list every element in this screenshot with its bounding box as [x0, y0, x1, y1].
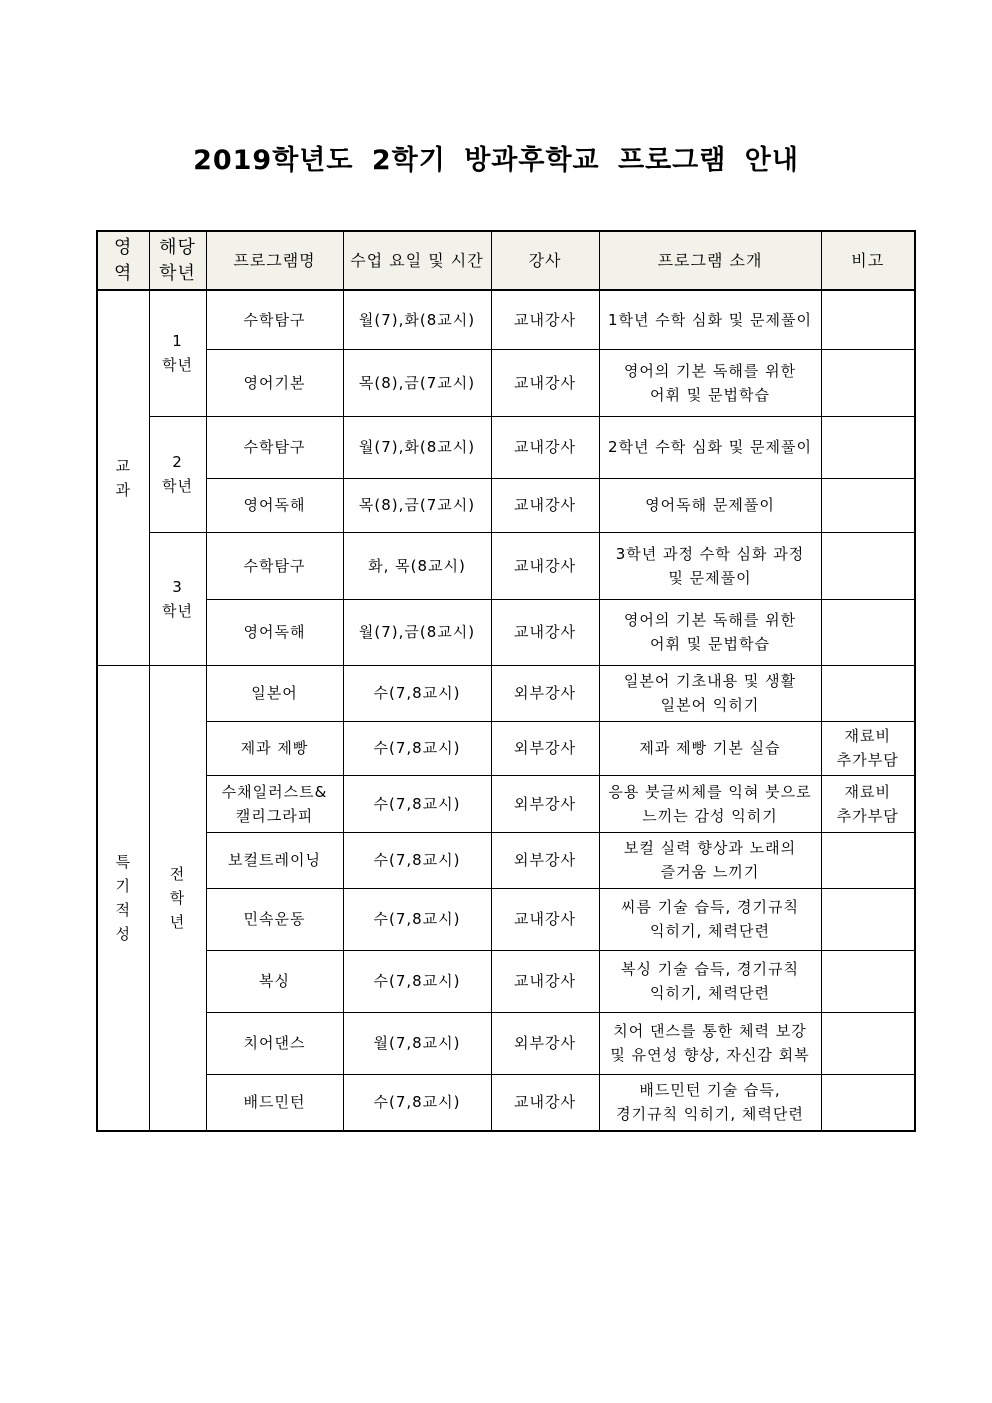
intro: 3학년 과정 수학 심화 과정 및 문제풀이 — [599, 532, 821, 599]
intro: 1학년 수학 심화 및 문제풀이 — [599, 290, 821, 349]
schedule: 수(7,8교시) — [343, 950, 491, 1012]
table-row — [97, 478, 915, 532]
program-name: 영어기본 — [206, 349, 343, 416]
note: 재료비 추가부담 — [821, 775, 915, 832]
schedule: 월(7),금(8교시) — [343, 599, 491, 665]
intro: 영어의 기본 독해를 위한 어휘 및 문법학습 — [599, 349, 821, 416]
intro: 치어 댄스를 통한 체력 보강 및 유연성 향상, 자신감 회복 — [599, 1012, 821, 1074]
note — [821, 950, 915, 1012]
table-row — [97, 950, 915, 1012]
program-name: 수학탐구 — [206, 290, 343, 349]
teacher: 외부강사 — [491, 1012, 599, 1074]
intro: 보컬 실력 향상과 노래의 즐거움 느끼기 — [599, 832, 821, 888]
schedule: 월(7),화(8교시) — [343, 290, 491, 349]
schedule: 목(8),금(7교시) — [343, 478, 491, 532]
note — [821, 888, 915, 950]
note — [821, 665, 915, 721]
note — [821, 1074, 915, 1131]
header-row — [97, 231, 915, 290]
program-name: 수채일러스트& 캘리그라피 — [206, 775, 343, 832]
note — [821, 1012, 915, 1074]
table-row — [97, 416, 915, 478]
program-name: 치어댄스 — [206, 1012, 343, 1074]
teacher: 교내강사 — [491, 532, 599, 599]
grade-1: 1 학년 — [149, 290, 206, 416]
teacher: 교내강사 — [491, 478, 599, 532]
intro: 복싱 기술 습득, 경기규칙 익히기, 체력단련 — [599, 950, 821, 1012]
intro: 영어독해 문제풀이 — [599, 478, 821, 532]
intro: 응용 붓글씨체를 익혀 붓으로 느끼는 감성 익히기 — [599, 775, 821, 832]
schedule: 월(7,8교시) — [343, 1012, 491, 1074]
section-special: 특 기 적 성 — [97, 665, 149, 1131]
note: 재료비 추가부담 — [821, 721, 915, 775]
program-name: 일본어 — [206, 665, 343, 721]
teacher: 외부강사 — [491, 721, 599, 775]
schedule: 수(7,8교시) — [343, 832, 491, 888]
note — [821, 832, 915, 888]
program-name: 민속운동 — [206, 888, 343, 950]
grade-all: 전 학 년 — [149, 665, 206, 1131]
program-name: 영어독해 — [206, 478, 343, 532]
teacher: 교내강사 — [491, 1074, 599, 1131]
header-intro: 프로그램 소개 — [599, 231, 821, 290]
header-note: 비고 — [821, 231, 915, 290]
teacher: 교내강사 — [491, 349, 599, 416]
teacher: 교내강사 — [491, 888, 599, 950]
teacher: 외부강사 — [491, 665, 599, 721]
header-schedule: 수업 요일 및 시간 — [343, 231, 491, 290]
intro: 씨름 기술 습득, 경기규칙 익히기, 체력단련 — [599, 888, 821, 950]
note — [821, 290, 915, 349]
table-row — [97, 349, 915, 416]
schedule: 화, 목(8교시) — [343, 532, 491, 599]
schedule: 수(7,8교시) — [343, 888, 491, 950]
intro: 2학년 수학 심화 및 문제풀이 — [599, 416, 821, 478]
program-name: 배드민턴 — [206, 1074, 343, 1131]
teacher: 외부강사 — [491, 832, 599, 888]
note — [821, 599, 915, 665]
table-row — [97, 721, 915, 775]
schedule: 수(7,8교시) — [343, 1074, 491, 1131]
teacher: 외부강사 — [491, 775, 599, 832]
teacher: 교내강사 — [491, 416, 599, 478]
section-subject: 교 과 — [97, 290, 149, 665]
note — [821, 532, 915, 599]
page-title: 2019학년도 2학기 방과후학교 프로그램 안내 — [193, 145, 799, 176]
note — [821, 416, 915, 478]
table-row — [97, 599, 915, 665]
schedule: 목(8),금(7교시) — [343, 349, 491, 416]
schedule: 수(7,8교시) — [343, 721, 491, 775]
grade-2: 2 학년 — [149, 416, 206, 532]
table-row — [97, 532, 915, 599]
table-row — [97, 1074, 915, 1131]
teacher: 교내강사 — [491, 950, 599, 1012]
schedule: 수(7,8교시) — [343, 775, 491, 832]
table-row — [97, 665, 915, 721]
header-teacher: 강사 — [491, 231, 599, 290]
note — [821, 478, 915, 532]
intro: 배드민턴 기술 습득, 경기규칙 익히기, 체력단련 — [599, 1074, 821, 1131]
teacher: 교내강사 — [491, 599, 599, 665]
intro: 일본어 기초내용 및 생활 일본어 익히기 — [599, 665, 821, 721]
schedule: 수(7,8교시) — [343, 665, 491, 721]
program-name: 제과 제빵 — [206, 721, 343, 775]
program-name: 복싱 — [206, 950, 343, 1012]
table-row — [97, 888, 915, 950]
note — [821, 349, 915, 416]
program-name: 영어독해 — [206, 599, 343, 665]
table-row — [97, 775, 915, 832]
table-row — [97, 290, 915, 349]
intro: 영어의 기본 독해를 위한 어휘 및 문법학습 — [599, 599, 821, 665]
program-name: 보컬트레이닝 — [206, 832, 343, 888]
program-table — [96, 230, 916, 1132]
table-row — [97, 1012, 915, 1074]
header-program: 프로그램명 — [206, 231, 343, 290]
table-row — [97, 832, 915, 888]
grade-3: 3 학년 — [149, 532, 206, 665]
program-name: 수학탐구 — [206, 532, 343, 599]
program-name: 수학탐구 — [206, 416, 343, 478]
intro: 제과 제빵 기본 실습 — [599, 721, 821, 775]
teacher: 교내강사 — [491, 290, 599, 349]
header-area: 영 역 — [97, 231, 149, 290]
header-grade: 해당 학년 — [149, 231, 206, 290]
schedule: 월(7),화(8교시) — [343, 416, 491, 478]
